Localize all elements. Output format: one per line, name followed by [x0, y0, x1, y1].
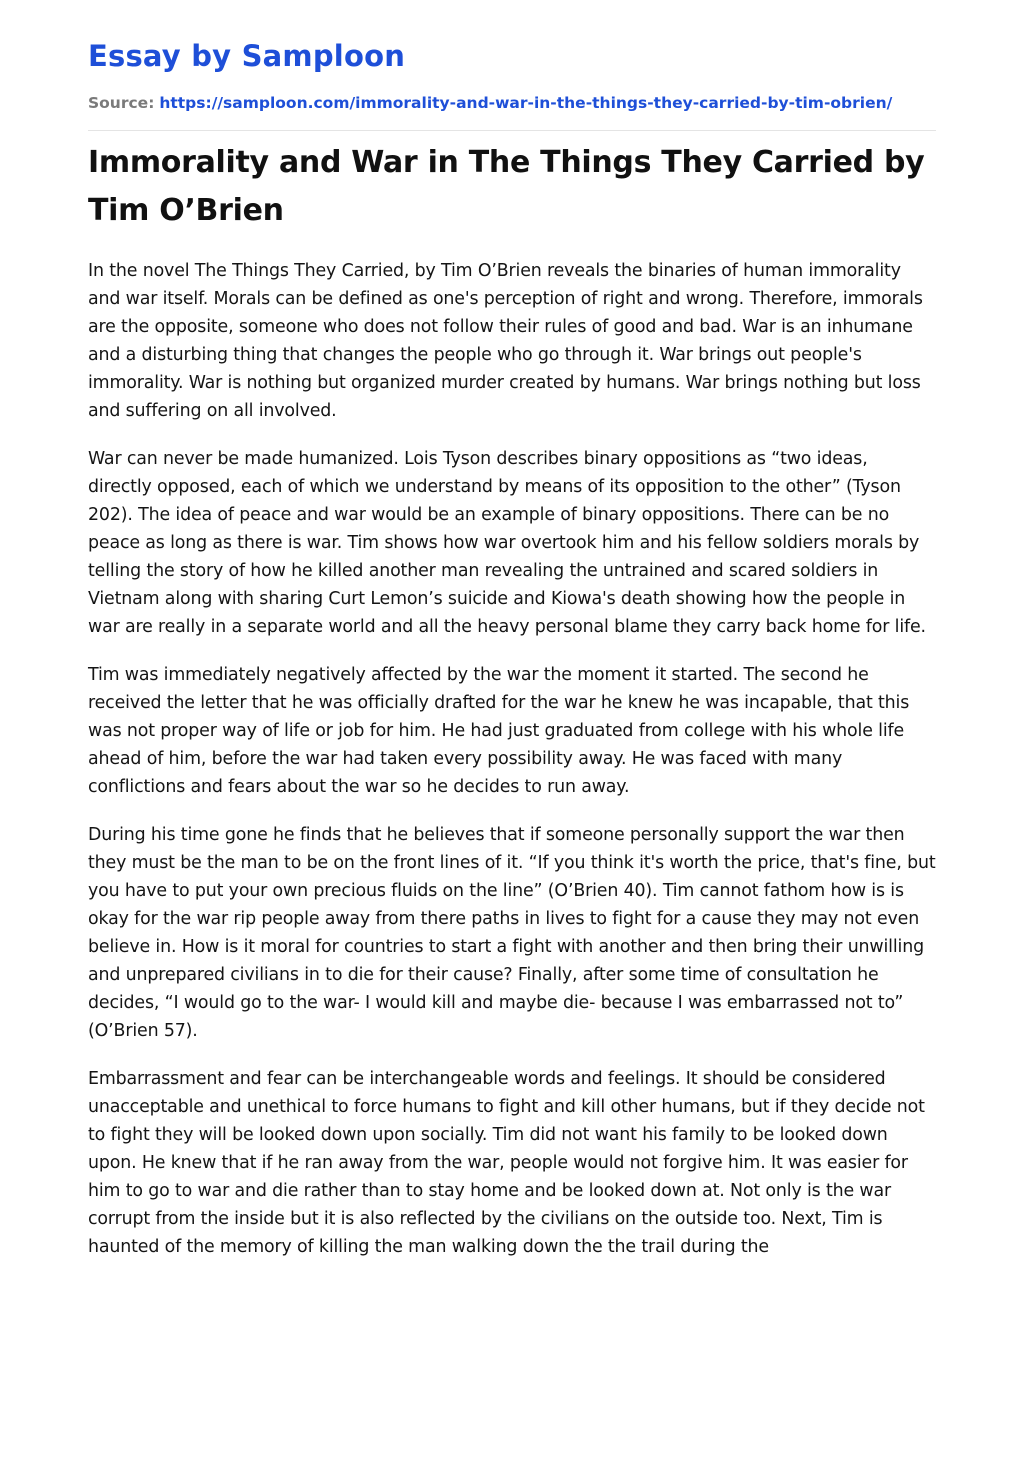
source-label: Source:: [88, 94, 155, 112]
site-brand[interactable]: Essay by Samploon: [88, 39, 406, 73]
essay-page: [88, 0, 936, 1281]
essay-paragraph: Embarrassment and fear can be interchangeable words and feelings. It should be considered unacceptable and unethical to force humans to fight and kill other humans, but if they decide not to fight they will be looked down upon socially. Tim did not want his family to be looked down upon. He knew that if he ran away from the war, people would not forgive him. It was easier for him to go to war and die rather than to stay home and be looked down at. Not only is the war corrupt from the inside but it is also reflected by the civilians on the outside too. Next, Tim is haunted of the memory of killing the man walking down the the trail during the: [88, 1069, 925, 1257]
essay-paragraph: During his time gone he finds that he believes that if someone personally support the war then they must be the man to be on the front lines of it. “If you think it's worth the price, that's fine, but you have to put your own precious fluids on the line” (O’Brien 40). Tim cannot fathom how is is okay for the war rip people away from there paths in lives to fight for a cause they may not even believe in. How is it moral for countries to start a fight with another and then bring their unwilling and unprepared civilians in to die for their cause? Finally, after some time of consultation he decides, “I would go to the war- I would kill and maybe die- because I was embarrassed not to” (O’Brien 57).: [88, 825, 936, 1041]
essay-title: Immorality and War in The Things They Carried by Tim O’Brien: [88, 145, 925, 228]
source-link[interactable]: https://samploon.com/immorality-and-war-in-the-things-they-carried-by-tim-obrien/: [159, 94, 893, 112]
source-line: [88, 92, 936, 114]
header-divider: [88, 130, 936, 131]
essay-paragraph: War can never be made humanized. Lois Tyson describes binary oppositions as “two ideas, directly opposed, each of which we understand by means of its opposition to the other” (Tyson 202). The idea of peace and war would be an example of binary oppositions. There can be no peace as long as there is war. Tim shows how war overtook him and his fellow soldiers morals by telling the story of how he killed another man revealing the untrained and scared soldiers in Vietnam along with sharing Curt Lemon’s suicide and Kiowa's death showing how the people in war are really in a separate world and all the heavy personal blame they carry back home for life.: [88, 449, 926, 637]
essay-body: [88, 257, 936, 1261]
essay-paragraph: Tim was immediately negatively affected by the war the moment it started. The second he received the letter that he was officially drafted for the war he knew he was incapable, that this was not proper way of life or job for him. He had just graduated from college with his whole life ahead of him, before the war had taken every possibility away. He was faced with many conflictions and fears about the war so he decides to run away.: [88, 665, 910, 797]
essay-paragraph: In the novel The Things They Carried, by Tim O’Brien reveals the binaries of human immorality and war itself. Morals can be defined as one's perception of right and wrong. Therefore, immorals are the opposite, someone who does not follow their rules of good and bad. War is an inhumane and a disturbing thing that changes the people who go through it. War brings out people's immorality. War is nothing but organized murder created by humans. War brings nothing but loss and suffering on all involved.: [88, 261, 923, 421]
